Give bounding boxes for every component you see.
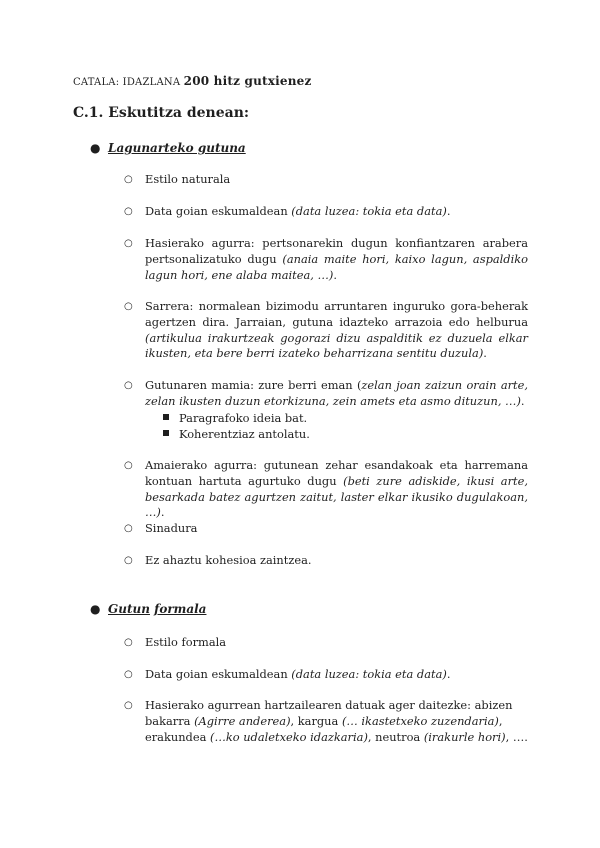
bullet-lagunarteko bbox=[90, 141, 246, 155]
list-item bbox=[124, 635, 528, 651]
list-item-text: Ez ahaztu kohesioa zaintzea. bbox=[145, 553, 312, 567]
list-item bbox=[124, 458, 528, 521]
list-item-text: Data goian eskumaldean (data luzea: tokia eta data). bbox=[145, 204, 451, 218]
list-item-text: Gutunaren mamia: zure berri eman (zelan joan zaizun orain arte, zelan ikusten duzun etorkizuna, zein amets eta asmo dituzun, …). bbox=[145, 378, 528, 408]
list-item bbox=[124, 172, 528, 188]
list-item-text: Estilo naturala bbox=[145, 172, 231, 186]
list-item bbox=[124, 667, 528, 683]
list-item-text: Data goian eskumaldean (data luzea: tokia eta data). bbox=[145, 667, 451, 681]
sub-list-item: Paragrafoko ideia bat. bbox=[163, 410, 307, 426]
bullet-dot-icon: ● bbox=[90, 602, 101, 616]
list-item-text: Sinadura bbox=[145, 521, 198, 535]
circle-bullet-icon: ○ bbox=[124, 637, 133, 648]
circle-bullet-icon: ○ bbox=[124, 700, 133, 711]
list-item bbox=[124, 299, 528, 362]
circle-bullet-icon: ○ bbox=[124, 206, 133, 217]
sub-list-item: Koherentziaz antolatu. bbox=[163, 426, 310, 442]
list-item-text: Sarrera: normalean bizimodu arruntaren inguruko gora-beherak agertzen dira. Jarraian, gutuna idazteko arrazoia edo helburua (artikulua irakurtzeak gogorazi dizu aspalditik ez duzuela elkar ikusten, eta bere berri izateko beharrizana sentitu duzula). bbox=[145, 299, 528, 361]
list-item-text: Hasierako agurra: pertsonarekin dugun konfiantzaren arabera pertsonalizatuko dugu (anaia maite hori, kaixo lagun, aspaldiko lagun hori, ene alaba maitea, …). bbox=[145, 236, 528, 282]
bullet-formala-title-part1: Gutun bbox=[108, 602, 150, 616]
section-title: C.1. Eskutitza denean: bbox=[73, 105, 250, 121]
circle-bullet-icon: ○ bbox=[124, 460, 133, 471]
bullet-lagunarteko-title: Lagunarteko gutuna bbox=[108, 141, 246, 155]
list-item bbox=[124, 378, 528, 410]
bullet-formala-title-part2: formala bbox=[154, 602, 207, 616]
heading-prefix: CATALA: IDAZLANA bbox=[73, 77, 181, 88]
list-item bbox=[124, 204, 528, 220]
list-item bbox=[124, 236, 528, 283]
circle-bullet-icon: ○ bbox=[124, 174, 133, 185]
list-item bbox=[124, 698, 528, 745]
circle-bullet-icon: ○ bbox=[124, 555, 133, 566]
circle-bullet-icon: ○ bbox=[124, 523, 133, 534]
list-item-text: Amaierako agurra: gutunean zehar esandakoak eta harremana kontuan hartuta agurtuko dugu (beti zure adiskide, ikusi arte, besarkada batez agurtzen zaitut, laster elkar ikusiko dugulakoan, …). bbox=[145, 458, 528, 520]
list-item bbox=[124, 553, 528, 569]
list-item-text: Estilo formala bbox=[145, 635, 227, 649]
circle-bullet-icon: ○ bbox=[124, 238, 133, 249]
list-item bbox=[124, 521, 528, 537]
assignment-heading bbox=[73, 74, 311, 88]
circle-bullet-icon: ○ bbox=[124, 669, 133, 680]
circle-bullet-icon: ○ bbox=[124, 301, 133, 312]
list-item-text: Hasierako agurrean hartzailearen datuak ager daitezke: abizen bakarra (Agirre anderea), kargua (… ikastetxeko zuzendaria), erakundea (…ko udaletxeko idazkaria), neutroa (irakurle hori), …. bbox=[145, 698, 528, 744]
bullet-formala bbox=[90, 602, 206, 616]
circle-bullet-icon: ○ bbox=[124, 380, 133, 391]
square-bullet-icon bbox=[163, 430, 169, 436]
bullet-dot-icon: ● bbox=[90, 141, 101, 155]
heading-word-count: 200 hitz gutxienez bbox=[183, 74, 312, 88]
square-bullet-icon bbox=[163, 414, 169, 420]
